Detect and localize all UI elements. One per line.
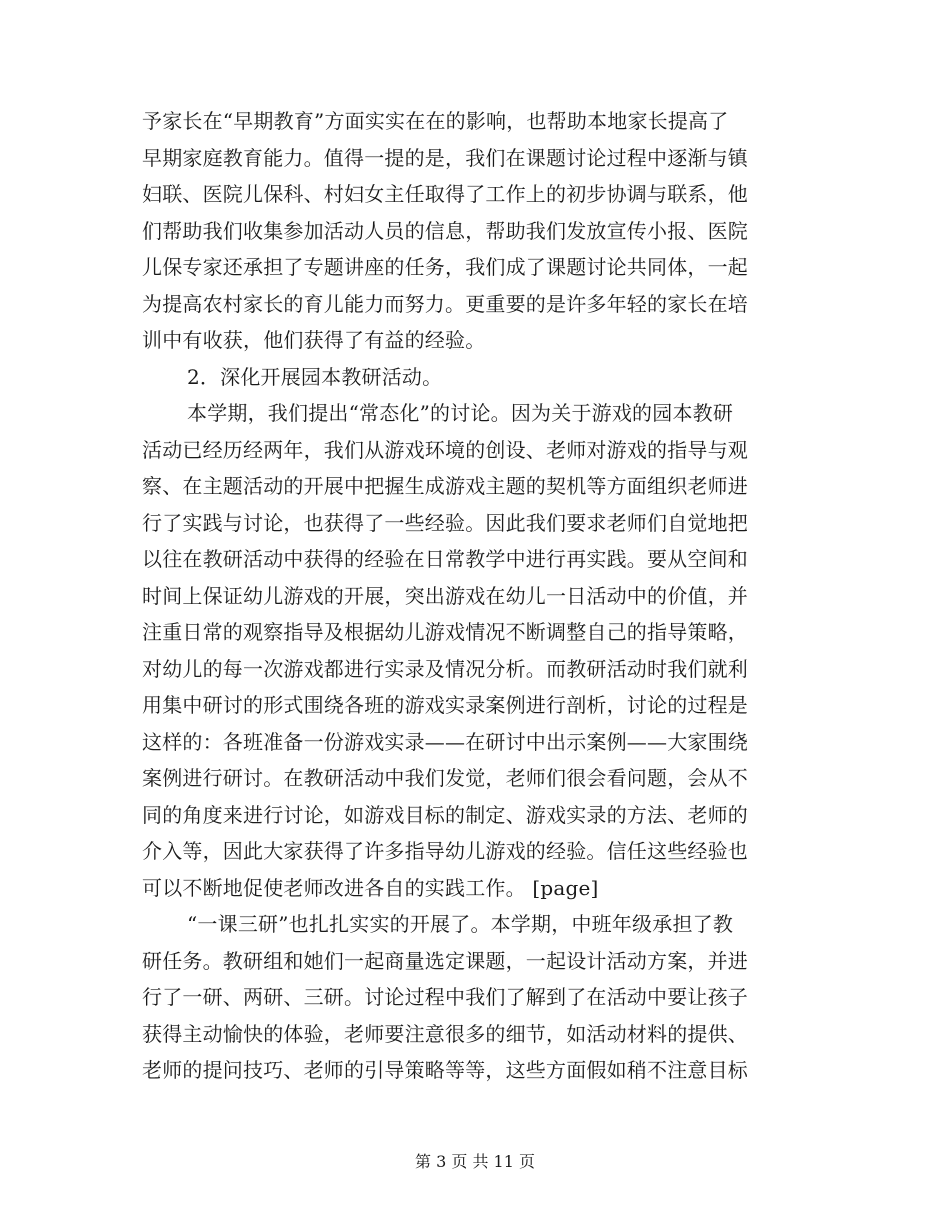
text-line: 儿保专家还承担了专题讲座的任务，我们成了课题讨论共同体，一起	[142, 255, 748, 279]
text-line: “一课三研”也扎扎实实的开展了。本学期，中班年级承担了教	[187, 912, 734, 936]
text-line: 以往在教研活动中获得的经验在日常教学中进行再实践。要从空间和	[142, 547, 748, 571]
text-line: 老师的提问技巧、老师的引导策略等等，这些方面假如稍不注意目标	[142, 1058, 748, 1082]
text-line: 用集中研讨的形式围绕各班的游戏实录案例进行剖析，讨论的过程是	[142, 693, 748, 717]
text-line: 案例进行研讨。在教研活动中我们发觉，老师们很会看问题，会从不	[142, 766, 748, 790]
text-line: 时间上保证幼儿游戏的开展，突出游戏在幼儿一日活动中的价值，并	[142, 583, 748, 608]
text-line: 行了一研、两研、三研。讨论过程中我们了解到了在活动中要让孩子	[142, 985, 748, 1009]
text-line: 训中有收获，他们获得了有益的经验。	[142, 328, 486, 352]
text-line: 对幼儿的每一次游戏都进行实录及情况分析。而教研活动时我们就利	[142, 656, 748, 681]
page-number: 第 3 页 共 11 页	[415, 1152, 535, 1171]
text-line: 为提高农村家长的育儿能力而努力。更重要的是许多年轻的家长在培	[142, 291, 748, 316]
text-line: 早期家庭教育能力。值得一提的是，我们在课题讨论过程中逐渐与镇	[142, 145, 748, 170]
body-text	[142, 103, 802, 1089]
text-line: 注重日常的观察指导及根据幼儿游戏情况不断调整自己的指导策略，	[142, 620, 748, 644]
section-heading: 2．深化开展园本教研活动。	[187, 364, 443, 389]
text-line: 获得主动愉快的体验，老师要注意很多的细节，如活动材料的提供、	[142, 1021, 748, 1046]
text-line: 可以不断地促使老师改进各自的实践工作。 [page]	[142, 875, 599, 900]
text-line: 介入等，因此大家获得了许多指导幼儿游戏的经验。信任这些经验也	[142, 839, 748, 863]
text-line: 察、在主题活动的开展中把握生成游戏主题的契机等方面组织老师进	[142, 474, 748, 498]
text-line: 予家长在“早期教育”方面实实在在的影响，也帮助本地家长提高了	[142, 109, 729, 133]
text-line: 同的角度来进行讨论，如游戏目标的制定、游戏实录的方法、老师的	[142, 802, 748, 827]
text-line: 们帮助我们收集参加活动人员的信息，帮助我们发放宣传小报、医院	[142, 218, 748, 243]
text-line: 活动已经历经两年，我们从游戏环境的创设、老师对游戏的指导与观	[142, 437, 748, 462]
text-line: 妇联、医院儿保科、村妇女主任取得了工作上的初步协调与联系，他	[142, 182, 748, 206]
text-line: 这样的：各班准备一份游戏实录——在研讨中出示案例——大家围绕	[142, 729, 748, 754]
text-line: 本学期，我们提出“常态化”的讨论。因为关于游戏的园本教研	[187, 401, 734, 425]
text-line: 研任务。教研组和她们一起商量选定课题，一起设计活动方案，并进	[142, 948, 748, 973]
text-line: 行了实践与讨论，也获得了一些经验。因此我们要求老师们自觉地把	[142, 510, 748, 535]
